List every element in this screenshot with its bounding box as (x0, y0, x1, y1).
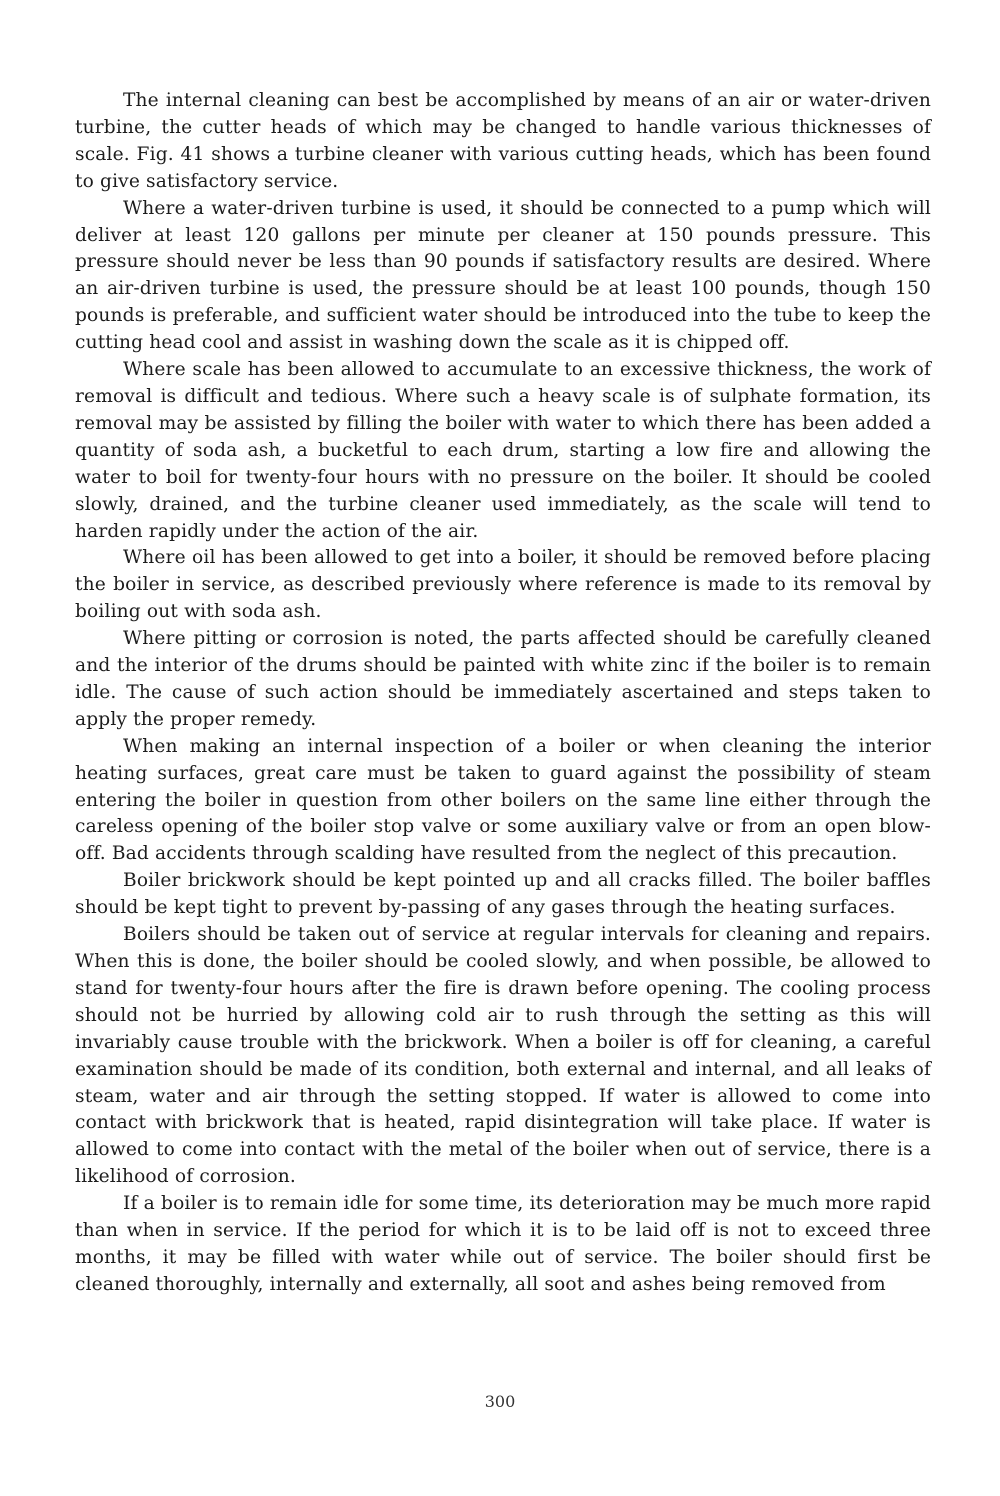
paragraph-oil-removal: Where oil has been allowed to get into a boiler, it should be removed before placing the boiler in service, as described previously where reference is made to its removal by boiling out with soda ash. (75, 547, 931, 623)
paragraph-pitting-corrosion: Where pitting or corrosion is noted, the parts affected should be carefully cleaned and the interior of the drums should be painted with white zinc if the boiler is to remain idle. The cause of such action should be immediately ascertained and steps taken to apply the proper remedy. (75, 628, 931, 730)
paragraph-internal-inspection: When making an internal inspection of a boiler or when cleaning the interior heating surfaces, great care must be taken to guard against the possibility of steam entering the boiler in question from other boilers on the same line either through the careless opening of the boiler stop valve or some auxiliary valve or from an open blow-off. Bad accidents through scalding have resulted from the neglect of this precaution. (75, 735, 931, 865)
page-body (75, 88, 931, 1299)
paragraph-water-driven-turbine: Where a water-driven turbine is used, it should be connected to a pump which will deliver at least 120 gallons per minute per cleaner at 150 pounds pressure. This pressure should never be less than 90 pounds if satisfactory results are desired. Where an air-driven turbine is used, the pressure should be at least 100 pounds, though 150 pounds is preferable, and sufficient water should be introduced into the tube to keep the cutting head cool and assist in washing down the scale as it is chipped off. (75, 197, 931, 354)
paragraph-brickwork: Boiler brickwork should be kept pointed up and all cracks filled. The boiler baffles should be kept tight to prevent by-passing of any gases through the heating surfaces. (75, 870, 931, 919)
paragraph-idle-boiler: If a boiler is to remain idle for some time, its deterioration may be much more rapid than when in service. If the period for which it is to be laid off is not to exceed three months, it may be filled with water while out of service. The boiler should first be cleaned thoroughly, internally and externally, all soot and ashes being removed from (75, 1193, 931, 1295)
paragraph-turbine-cleaning: The internal cleaning can best be accomplished by means of an air or water-driven turbine, the cutter heads of which may be changed to handle various thicknesses of scale. Fig. 41 shows a turbine cleaner with various cutting heads, which has been found to give satisfactory service. (75, 90, 931, 192)
page-number: 300 (484, 1392, 516, 1411)
paragraph-taking-out-of-service: Boilers should be taken out of service at regular intervals for cleaning and repairs. When this is done, the boiler should be cooled slowly, and when possible, be allowed to stand for twenty-four hours after the fire is drawn before opening. The cooling process should not be hurried by allowing cold air to rush through the setting as this will invariably cause trouble with the brickwork. When a boiler is off for cleaning, a careful examination should be made of its condition, both external and internal, and all leaks of steam, water and air through the setting stopped. If water is allowed to come into contact with brickwork that is heated, rapid disintegration will take place. If water is allowed to come into contact with the metal of the boiler when out of service, there is a likelihood of corrosion. (75, 924, 931, 1188)
paragraph-excessive-scale: Where scale has been allowed to accumulate to an excessive thickness, the work of removal is difficult and tedious. Where such a heavy scale is of sulphate formation, its removal may be assisted by filling the boiler with water to which there has been added a quantity of soda ash, a bucketful to each drum, starting a low fire and allowing the water to boil for twenty-four hours with no pressure on the boiler. It should be cooled slowly, drained, and the turbine cleaner used immediately, as the scale will tend to harden rapidly under the action of the air. (75, 359, 931, 542)
